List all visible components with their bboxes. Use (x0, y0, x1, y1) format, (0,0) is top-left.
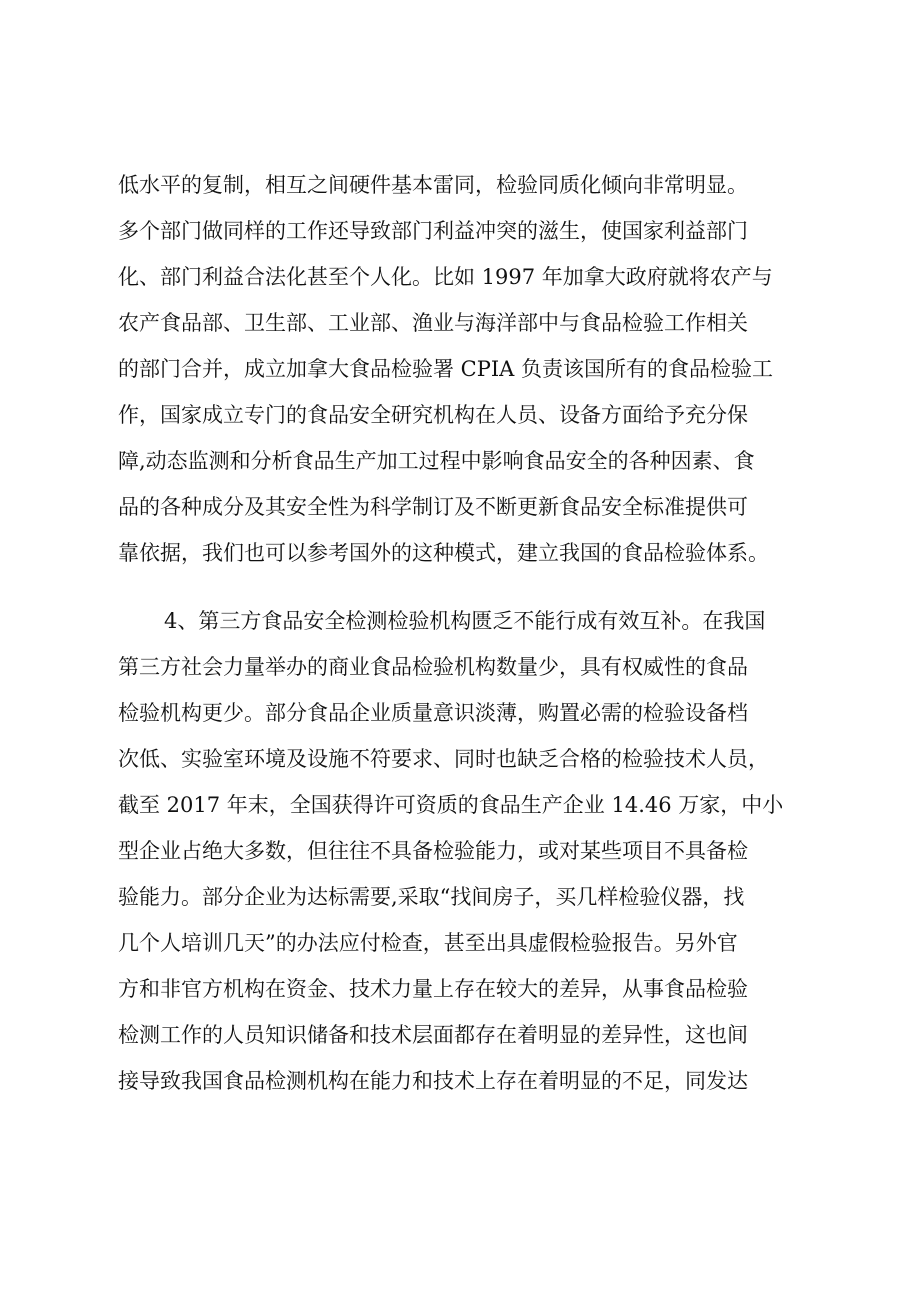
text-line: 检验机构更少。部分食品企业质量意识淡薄，购置必需的检验设备档 (118, 701, 748, 725)
text-line: 第三方社会力量举办的商业食品检验机构数量少，具有权威性的食品 (118, 655, 748, 679)
text-line: 次低、实验室环境及设施不符要求、同时也缺乏合格的检验技术人员， (118, 747, 769, 771)
text-line: 的部门合并，成立加拿大食品检验署 CPIA 负责该国所有的食品检验工 (118, 357, 774, 381)
text-line: 验能力。部分企业为达标需要,采取“找间房子，买几样检验仪器，找 (118, 885, 745, 909)
text-line: 检测工作的人员知识储备和技术层面都存在着明显的差异性，这也间 (118, 1023, 748, 1047)
text-line: 障,动态监测和分析食品生产加工过程中影响食品安全的各种因素、食 (118, 449, 755, 473)
text-line: 靠依据，我们也可以参考国外的这种模式，建立我国的食品检验体系。 (118, 541, 769, 565)
text-line: 品的各种成分及其安全性为科学制订及不断更新食品安全标准提供可 (118, 495, 748, 519)
paragraph-first-line: 4、第三方食品安全检测检验机构匮乏不能行成有效互补。在我国 (164, 609, 766, 633)
text-line: 几个人培训几天”的办法应付检查，甚至出具虚假检验报告。另外官 (118, 931, 738, 955)
text-line: 截至 2017 年末，全国获得许可资质的食品生产企业 14.46 万家，中小 (118, 793, 784, 817)
text-line: 多个部门做同样的工作还导致部门利益冲突的滋生，使国家利益部门 (118, 219, 748, 243)
text-line: 型企业占绝大多数，但往往不具备检验能力，或对某些项目不具备检 (118, 839, 748, 863)
text-line: 化、部门利益合法化甚至个人化。比如 1997 年加拿大政府就将农产与 (118, 265, 773, 289)
text-line: 农产食品部、卫生部、工业部、渔业与海洋部中与食品检验工作相关 (118, 311, 748, 335)
text-line: 低水平的复制，相互之间硬件基本雷同，检验同质化倾向非常明显。 (118, 173, 748, 197)
text-line: 方和非官方机构在资金、技术力量上存在较大的差异，从事食品检验 (118, 977, 748, 1001)
text-line: 接导致我国食品检测机构在能力和技术上存在着明显的不足，同发达 (118, 1069, 748, 1093)
text-line: 作，国家成立专门的食品安全研究机构在人员、设备方面给予充分保 (118, 403, 748, 427)
